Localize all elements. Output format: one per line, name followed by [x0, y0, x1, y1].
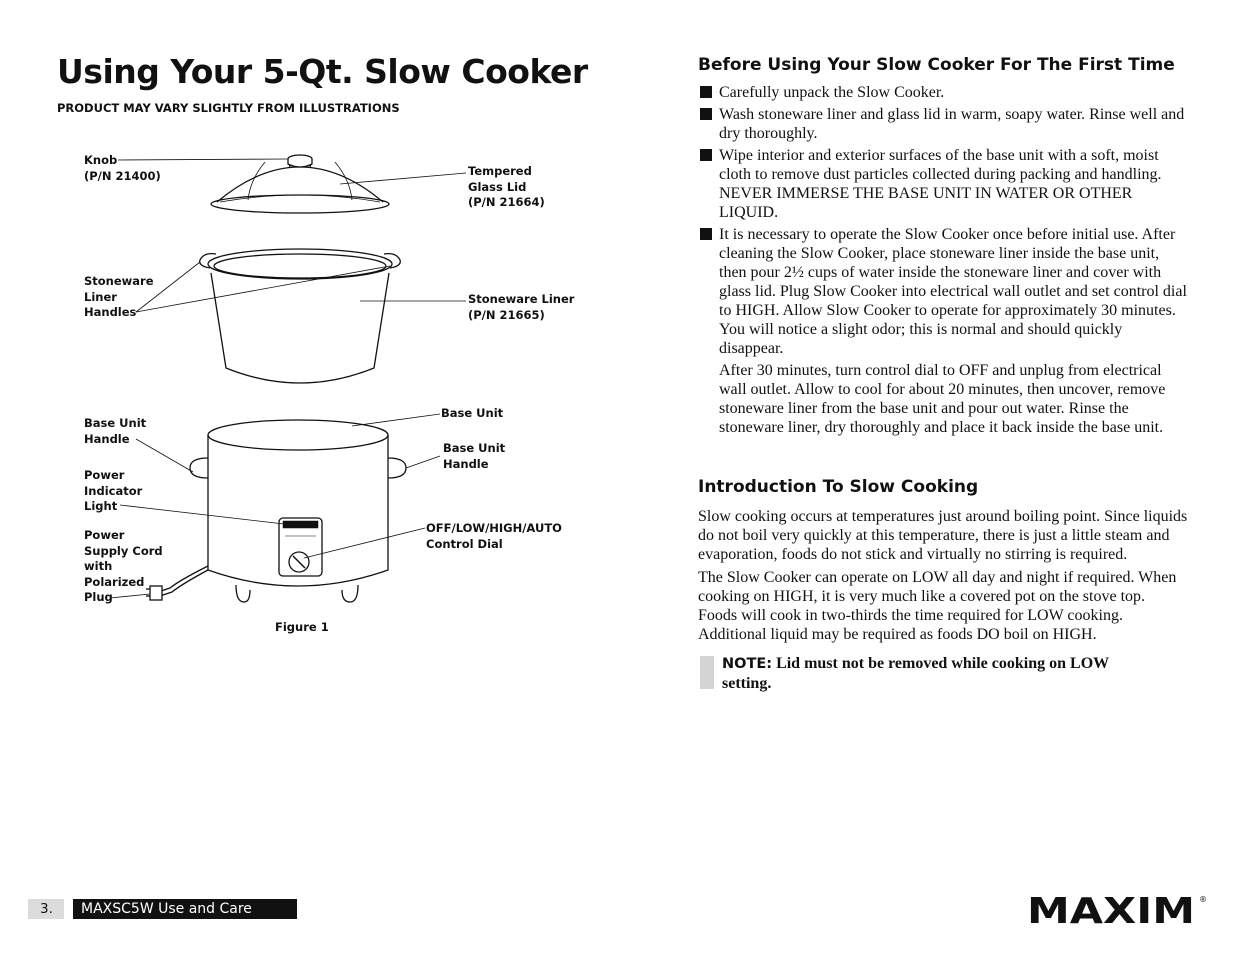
intro-paragraph-1: Slow cooking occurs at temperatures just around boiling point. Since liquids do not boil very quickly at this temperature, there is just a little steam and evaporation, foods do not stick and virtually no stirring is required.	[698, 508, 1188, 563]
note-callout	[698, 654, 1122, 693]
bullet-square-icon	[700, 86, 712, 98]
control-dial-label: OFF/LOW/HIGH/AUTO Control Dial	[426, 521, 562, 551]
figure-caption: Figure 1	[275, 620, 329, 634]
note-label: NOTE:	[722, 656, 773, 672]
bullet-square-icon	[700, 149, 712, 161]
note-text: Lid must not be removed while cooking on LOW setting.	[722, 655, 1109, 692]
base-unit-handle-left-label: Base Unit Handle	[84, 416, 147, 446]
knob-label: Knob (P/N 21400)	[84, 153, 161, 183]
power-light-label: Power Indicator Light	[84, 468, 143, 513]
glass-lid-label: Tempered Glass Lid (P/N 21664)	[468, 164, 545, 209]
guide-title: MAXSC5W Use and Care Guide	[73, 899, 297, 919]
slow-cooker-diagram	[0, 140, 600, 640]
section-heading-intro: Introduction To Slow Cooking	[698, 477, 979, 497]
first-use-steps	[698, 83, 1188, 358]
page-title: Using Your 5-Qt. Slow Cooker	[57, 52, 588, 91]
maxim-logo-icon	[1027, 893, 1207, 927]
liner-handles-label: Stoneware Liner Handles	[84, 274, 154, 319]
section-heading-first-use: Before Using Your Slow Cooker For The First Time	[698, 55, 1175, 75]
list-item: It is necessary to operate the Slow Cooker once before initial use. After cleaning the Slow Cooker, place stoneware liner inside the base unit, then pour 2½ cups of water inside the stoneware liner and cover with glass lid. Plug Slow Cooker into electrical wall outlet and set control dial to HIGH. Allow Slow Cooker to operate for approximately 30 minutes. You will notice a slight odor; this is normal and should quickly disappear.	[698, 225, 1188, 358]
stoneware-liner-label: Stoneware Liner (P/N 21665)	[468, 292, 575, 322]
glass-lid-drawing	[211, 155, 389, 213]
stoneware-liner-drawing	[200, 249, 401, 383]
maxim-wordmark: MAXIM	[1027, 893, 1195, 927]
note-bar	[700, 656, 714, 689]
illustration-disclaimer: PRODUCT MAY VARY SLIGHTLY FROM ILLUSTRATIONS	[57, 101, 400, 115]
list-item: Wash stoneware liner and glass lid in warm, soapy water. Rinse well and dry thoroughly.	[698, 105, 1188, 143]
bullet-square-icon	[700, 108, 712, 120]
list-item: Wipe interior and exterior surfaces of the base unit with a soft, moist cloth to remove dust particles collected during packing and handling. NEVER IMMERSE THE BASE UNIT IN WATER OR OTHER LIQUID.	[698, 146, 1188, 222]
registered-mark: ®	[1199, 895, 1207, 904]
base-unit-label: Base Unit	[441, 406, 504, 420]
after-30-minutes-paragraph: After 30 minutes, turn control dial to OFF and unplug from electrical wall outlet. Allow to cool for about 20 minutes, then uncover, remove stoneware liner from the base unit and pour out water. Rinse the stoneware liner, dry thoroughly and place it back inside the base unit.	[719, 362, 1166, 436]
list-item: Carefully unpack the Slow Cooker.	[698, 83, 1188, 102]
leader-lines	[110, 159, 466, 598]
right-column	[698, 55, 1188, 693]
base-unit-handle-right-label: Base Unit Handle	[443, 441, 506, 471]
intro-paragraph-2: The Slow Cooker can operate on LOW all day and night if required. When cooking on HIGH, it is very much like a covered pot on the stove top. Foods will cook in two-thirds the time required for LOW cooking. Additional liquid may be required as foods DO boil on HIGH.	[698, 569, 1177, 643]
bullet-square-icon	[700, 228, 712, 240]
power-cord-label: Power Supply Cord with Polarized Plug	[84, 528, 163, 604]
page-number: 3.	[28, 899, 64, 919]
maxim-logo	[1027, 893, 1207, 927]
base-unit-drawing	[146, 420, 406, 602]
